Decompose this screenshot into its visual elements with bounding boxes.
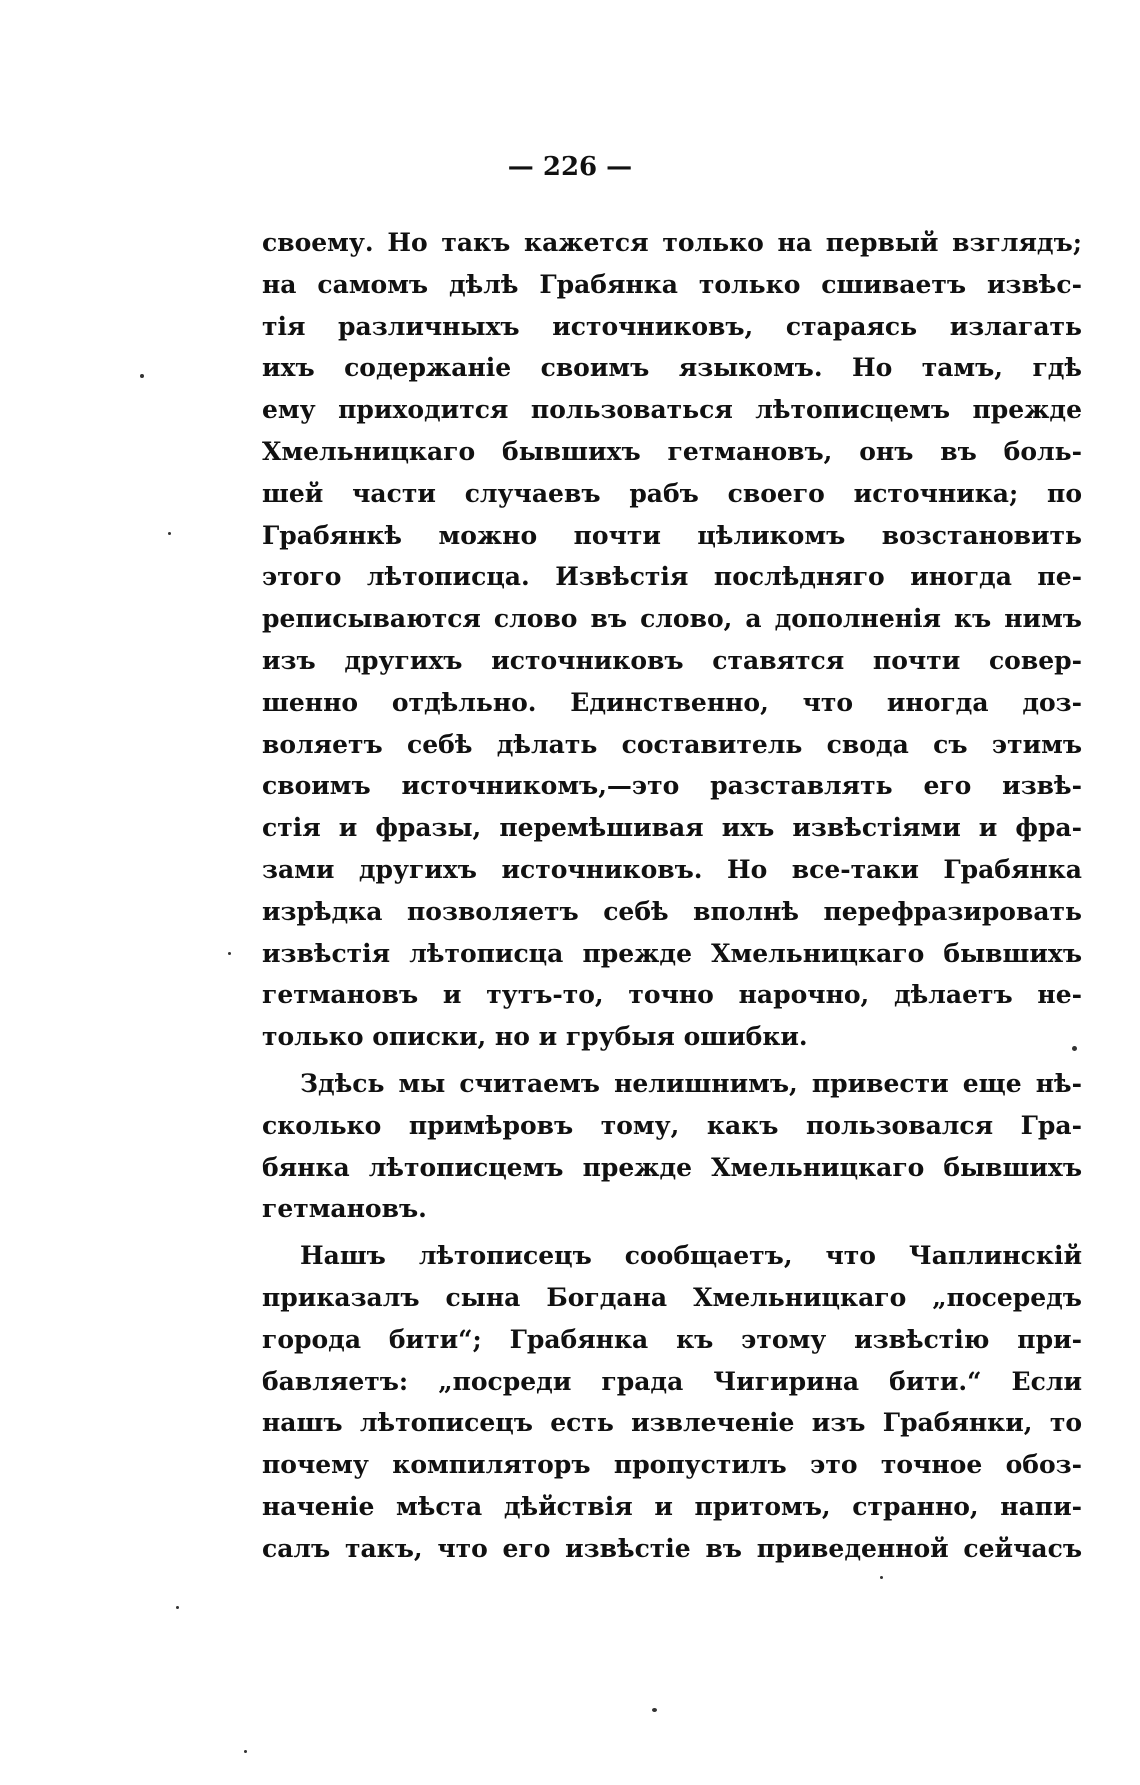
page-number: — 226 —	[507, 152, 633, 182]
text-line: изрѣдка позволяетъ себѣ вполнѣ перефразировать	[262, 896, 1082, 926]
text-line: изъ другихъ источниковъ ставятся почти совер-	[262, 645, 1082, 675]
text-line: гетмановъ.	[262, 1194, 427, 1224]
scan-speck	[880, 1576, 883, 1579]
text-line: шенно отдѣльно. Единственно, что иногда доз-	[262, 687, 1082, 717]
body-text	[262, 222, 1082, 1570]
text-line: Здѣсь мы считаемъ нелишнимъ, привести еще нѣ-	[300, 1068, 1082, 1098]
text-line: наченіе мѣста дѣйствія и притомъ, странно, напи-	[262, 1491, 1082, 1521]
text-line: Грабянкѣ можно почти цѣликомъ возстановить	[262, 520, 1082, 550]
text-line: бавляетъ: „посреди града Чигирина бити.“ Если	[262, 1366, 1082, 1396]
paragraph-1	[262, 222, 1082, 1058]
text-line: своему. Но такъ кажется только на первый взглядъ;	[262, 228, 1082, 257]
text-line: тія различныхъ источниковъ, стараясь излагать	[262, 311, 1082, 341]
text-line: своимъ источникомъ,—это разставлять его извѣ-	[262, 771, 1082, 801]
text-line: на самомъ дѣлѣ Грабянка только сшиваетъ извѣс-	[262, 269, 1082, 299]
text-line: ихъ содержаніе своимъ языкомъ. Но тамъ, гдѣ	[262, 353, 1082, 383]
text-line: зами другихъ источниковъ. Но все-таки Грабянка	[262, 854, 1082, 884]
text-line: только описки, но и грубыя ошибки.	[262, 1022, 808, 1052]
text-line: стія и фразы, перемѣшивая ихъ извѣстіями и фра-	[262, 813, 1082, 843]
text-line: почему компиляторъ пропустилъ это точное обоз-	[262, 1450, 1082, 1480]
text-line: извѣстія лѣтописца прежде Хмельницкаго бывшихъ	[262, 938, 1082, 968]
text-line: шей части случаевъ рабъ своего источника; по	[262, 478, 1082, 508]
text-line: воляетъ себѣ дѣлать составитель свода съ этимъ	[262, 729, 1082, 759]
text-line: бянка лѣтописцемъ прежде Хмельницкаго бывшихъ	[262, 1152, 1082, 1182]
text-line: гетмановъ и тутъ-то, точно нарочно, дѣлаетъ не-	[262, 980, 1082, 1010]
text-line: ему приходится пользоваться лѣтописцемъ прежде	[262, 395, 1082, 425]
text-line: салъ такъ, что его извѣстіе въ приведенной сейчасъ	[262, 1533, 1082, 1563]
text-line: реписываются слово въ слово, а дополненія къ нимъ	[262, 604, 1082, 634]
scan-speck	[168, 532, 171, 535]
scan-speck	[244, 1750, 247, 1753]
text-line: этого лѣтописца. Извѣстія послѣдняго иногда пе-	[262, 562, 1082, 592]
scan-speck	[1072, 1046, 1077, 1051]
paragraph-2	[262, 1063, 1082, 1230]
text-line: Хмельницкаго бывшихъ гетмановъ, онъ въ боль-	[262, 436, 1082, 466]
text-line: нашъ лѣтописецъ есть извлеченіе изъ Грабянки, то	[262, 1408, 1082, 1438]
scan-speck	[176, 1606, 179, 1609]
text-line: сколько примѣровъ тому, какъ пользовался Гра-	[262, 1110, 1082, 1140]
paragraph-3	[262, 1235, 1082, 1569]
scan-speck	[652, 1708, 657, 1712]
scan-speck	[140, 374, 144, 378]
scan-speck	[228, 952, 231, 955]
text-line: города бити“; Грабянка къ этому извѣстію при-	[262, 1324, 1082, 1354]
text-line: Нашъ лѣтописецъ сообщаетъ, что Чаплинскій	[300, 1241, 1082, 1271]
text-line: приказалъ сына Богдана Хмельницкаго „посередъ	[262, 1282, 1082, 1312]
